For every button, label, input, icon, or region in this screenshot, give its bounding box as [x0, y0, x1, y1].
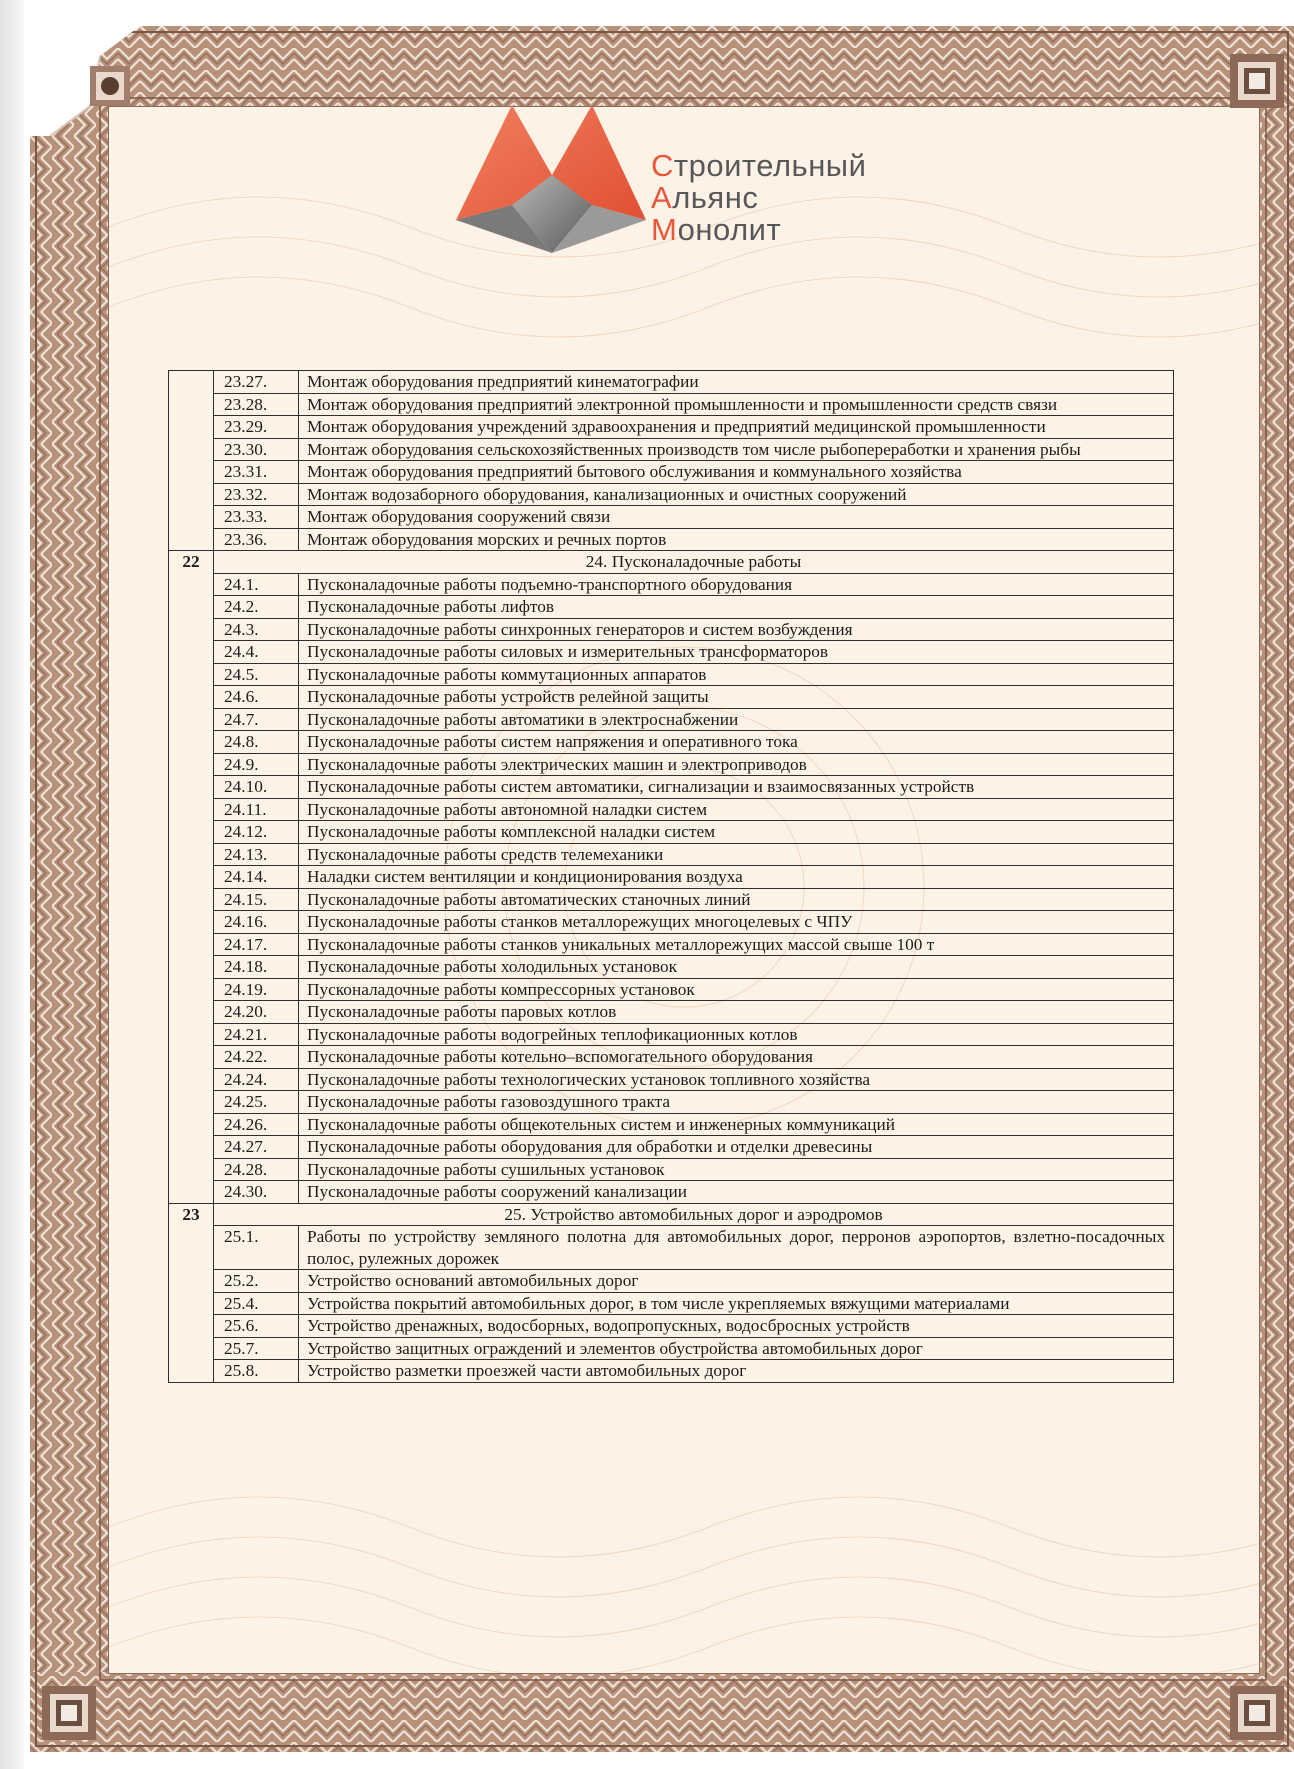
table-row [169, 641, 1174, 664]
work-code-cell: 24.11. [214, 798, 299, 821]
work-code-cell: 24.2. [214, 596, 299, 619]
company-name-line-2: Альянс [651, 180, 759, 215]
corner-ornament-bottom-left [42, 1686, 96, 1740]
table-row [169, 371, 1174, 394]
work-description-cell: Пусконаладочные работы автоматики в электроснабжении [299, 708, 1174, 731]
work-code-cell: 24.3. [214, 618, 299, 641]
section-title-cell: 24. Пусконаладочные работы [214, 551, 1174, 574]
work-description-cell: Пусконаладочные работы оборудования для обработки и отделки древесины [299, 1136, 1174, 1159]
work-description-cell: Пусконаладочные работы станков металлорежущих многоцелевых с ЧПУ [299, 911, 1174, 934]
work-code-cell: 23.33. [214, 506, 299, 529]
work-code-cell: 25.8. [214, 1360, 299, 1383]
work-code-cell: 24.21. [214, 1023, 299, 1046]
work-code-cell: 24.13. [214, 843, 299, 866]
work-code-cell: 25.1. [214, 1226, 299, 1270]
table-row [169, 1360, 1174, 1383]
table-row [169, 1068, 1174, 1091]
work-description-cell: Пусконаладочные работы устройств релейной защиты [299, 686, 1174, 709]
table-row [169, 1337, 1174, 1360]
work-description-cell: Устройство защитных ограждений и элементов обустройства автомобильных дорог [299, 1337, 1174, 1360]
table-row [169, 821, 1174, 844]
work-description-cell: Монтаж оборудования сооружений связи [299, 506, 1174, 529]
work-description-cell: Пусконаладочные работы сушильных установок [299, 1158, 1174, 1181]
company-logo [456, 105, 646, 255]
table-row [169, 393, 1174, 416]
work-code-cell: 24.19. [214, 978, 299, 1001]
work-description-cell: Работы по устройству земляного полотна для автомобильных дорог, перронов аэропортов, взлетно-посадочных полос, рулежных дорожек [299, 1226, 1174, 1270]
work-code-cell: 23.29. [214, 416, 299, 439]
work-description-cell: Пусконаладочные работы автономной наладки систем [299, 798, 1174, 821]
work-code-cell: 24.5. [214, 663, 299, 686]
table-row [169, 686, 1174, 709]
table-row [169, 1023, 1174, 1046]
work-code-cell: 24.28. [214, 1158, 299, 1181]
work-code-cell: 24.14. [214, 866, 299, 889]
work-description-cell: Пусконаладочные работы технологических установок топливного хозяйства [299, 1068, 1174, 1091]
table-row [169, 663, 1174, 686]
work-types-table-body [169, 371, 1174, 1383]
company-name [651, 150, 866, 246]
table-row [169, 708, 1174, 731]
section-row [169, 551, 1174, 574]
torn-corner [30, 26, 140, 136]
work-code-cell: 24.16. [214, 911, 299, 934]
company-name-line-3: Монолит [651, 212, 782, 247]
work-description-cell: Пусконаладочные работы средств телемеханики [299, 843, 1174, 866]
section-row [169, 1203, 1174, 1226]
table-row [169, 416, 1174, 439]
corner-ornament-bottom-right [1230, 1686, 1284, 1740]
work-code-cell: 23.27. [214, 371, 299, 394]
work-code-cell: 24.20. [214, 1001, 299, 1024]
work-code-cell: 25.7. [214, 1337, 299, 1360]
work-code-cell: 24.15. [214, 888, 299, 911]
work-description-cell: Пусконаладочные работы систем автоматики, сигнализации и взаимосвязанных устройств [299, 776, 1174, 799]
work-description-cell: Пусконаладочные работы подъемно-транспортного оборудования [299, 573, 1174, 596]
work-description-cell: Пусконаладочные работы холодильных установок [299, 956, 1174, 979]
table-row [169, 1001, 1174, 1024]
work-code-cell: 25.6. [214, 1315, 299, 1338]
table-row [169, 506, 1174, 529]
table-row [169, 596, 1174, 619]
work-description-cell: Устройства покрытий автомобильных дорог, в том числе укрепляемых вяжущими материалами [299, 1292, 1174, 1315]
work-code-cell: 25.2. [214, 1270, 299, 1293]
work-description-cell: Пусконаладочные работы котельно–вспомогательного оборудования [299, 1046, 1174, 1069]
section-number-cell: 22 [169, 551, 214, 1204]
work-description-cell: Пусконаладочные работы систем напряжения и оперативного тока [299, 731, 1174, 754]
work-code-cell: 24.4. [214, 641, 299, 664]
work-code-cell: 24.24. [214, 1068, 299, 1091]
work-description-cell: Монтаж оборудования морских и речных портов [299, 528, 1174, 551]
table-row [169, 1181, 1174, 1204]
work-description-cell: Пусконаладочные работы сооружений канализации [299, 1181, 1174, 1204]
section-number-cell: 23 [169, 1203, 214, 1382]
work-description-cell: Монтаж оборудования предприятий кинематографии [299, 371, 1174, 394]
work-description-cell: Пусконаладочные работы станков уникальных металлорежущих массой свыше 100 т [299, 933, 1174, 956]
work-code-cell: 23.32. [214, 483, 299, 506]
table-row [169, 933, 1174, 956]
section-number-cell [169, 371, 214, 551]
work-code-cell: 24.10. [214, 776, 299, 799]
work-description-cell: Пусконаладочные работы автоматических станочных линий [299, 888, 1174, 911]
table-row [169, 461, 1174, 484]
section-title-cell: 25. Устройство автомобильных дорог и аэродромов [214, 1203, 1174, 1226]
work-description-cell: Пусконаладочные работы лифтов [299, 596, 1174, 619]
work-description-cell: Пусконаладочные работы электрических машин и электроприводов [299, 753, 1174, 776]
work-code-cell: 24.9. [214, 753, 299, 776]
work-code-cell: 23.30. [214, 438, 299, 461]
company-name-line-1: Строительный [651, 148, 867, 183]
table-row [169, 438, 1174, 461]
table-row [169, 618, 1174, 641]
work-code-cell: 23.28. [214, 393, 299, 416]
table-row [169, 978, 1174, 1001]
work-description-cell: Пусконаладочные работы синхронных генераторов и систем возбуждения [299, 618, 1174, 641]
work-code-cell: 24.7. [214, 708, 299, 731]
work-description-cell: Устройство оснований автомобильных дорог [299, 1270, 1174, 1293]
work-description-cell: Пусконаладочные работы общекотельных систем и инженерных коммуникаций [299, 1113, 1174, 1136]
work-code-cell: 24.30. [214, 1181, 299, 1204]
table-row [169, 483, 1174, 506]
table-row [169, 1046, 1174, 1069]
work-code-cell: 24.12. [214, 821, 299, 844]
work-code-cell: 24.22. [214, 1046, 299, 1069]
table-row [169, 528, 1174, 551]
work-code-cell: 25.4. [214, 1292, 299, 1315]
table-row [169, 1158, 1174, 1181]
work-code-cell: 24.27. [214, 1136, 299, 1159]
table-row [169, 843, 1174, 866]
work-description-cell: Пусконаладочные работы коммутационных аппаратов [299, 663, 1174, 686]
table-row [169, 573, 1174, 596]
work-code-cell: 24.25. [214, 1091, 299, 1114]
work-description-cell: Пусконаладочные работы газовоздушного тракта [299, 1091, 1174, 1114]
table-row [169, 1136, 1174, 1159]
table-row [169, 911, 1174, 934]
work-code-cell: 24.8. [214, 731, 299, 754]
table-row [169, 1091, 1174, 1114]
table-row [169, 1226, 1174, 1270]
table-row [169, 1113, 1174, 1136]
table-row [169, 798, 1174, 821]
work-description-cell: Монтаж водозаборного оборудования, канализационных и очистных сооружений [299, 483, 1174, 506]
work-description-cell: Пусконаладочные работы компрессорных установок [299, 978, 1174, 1001]
work-description-cell: Пусконаладочные работы комплексной наладки систем [299, 821, 1174, 844]
table-row [169, 1315, 1174, 1338]
work-description-cell: Пусконаладочные работы силовых и измерительных трансформаторов [299, 641, 1174, 664]
work-code-cell: 24.18. [214, 956, 299, 979]
work-code-cell: 24.1. [214, 573, 299, 596]
work-description-cell: Пусконаладочные работы водогрейных теплофикационных котлов [299, 1023, 1174, 1046]
table-row [169, 776, 1174, 799]
table-row [169, 866, 1174, 889]
work-description-cell: Монтаж оборудования предприятий электронной промышленности и промышленности средств связи [299, 393, 1174, 416]
work-code-cell: 23.36. [214, 528, 299, 551]
table-row [169, 1270, 1174, 1293]
work-code-cell: 23.31. [214, 461, 299, 484]
corner-ornament-top-right [1230, 54, 1284, 108]
table-row [169, 731, 1174, 754]
table-row [169, 1292, 1174, 1315]
work-description-cell: Монтаж оборудования сельскохозяйственных производств том числе рыбопереработки и хранения рыбы [299, 438, 1174, 461]
work-description-cell: Монтаж оборудования учреждений здравоохранения и предприятий медицинской промышленности [299, 416, 1174, 439]
work-description-cell: Устройство дренажных, водосборных, водопропускных, водосбросных устройств [299, 1315, 1174, 1338]
work-description-cell: Наладки систем вентиляции и кондиционирования воздуха [299, 866, 1174, 889]
table-row [169, 956, 1174, 979]
scan-edge-shadow [0, 0, 24, 1769]
work-code-cell: 24.17. [214, 933, 299, 956]
work-code-cell: 24.26. [214, 1113, 299, 1136]
work-description-cell: Пусконаладочные работы паровых котлов [299, 1001, 1174, 1024]
work-description-cell: Монтаж оборудования предприятий бытового обслуживания и коммунального хозяйства [299, 461, 1174, 484]
table-row [169, 753, 1174, 776]
work-types-table [168, 370, 1174, 1383]
work-code-cell: 24.6. [214, 686, 299, 709]
work-description-cell: Устройство разметки проезжей части автомобильных дорог [299, 1360, 1174, 1383]
table-row [169, 888, 1174, 911]
